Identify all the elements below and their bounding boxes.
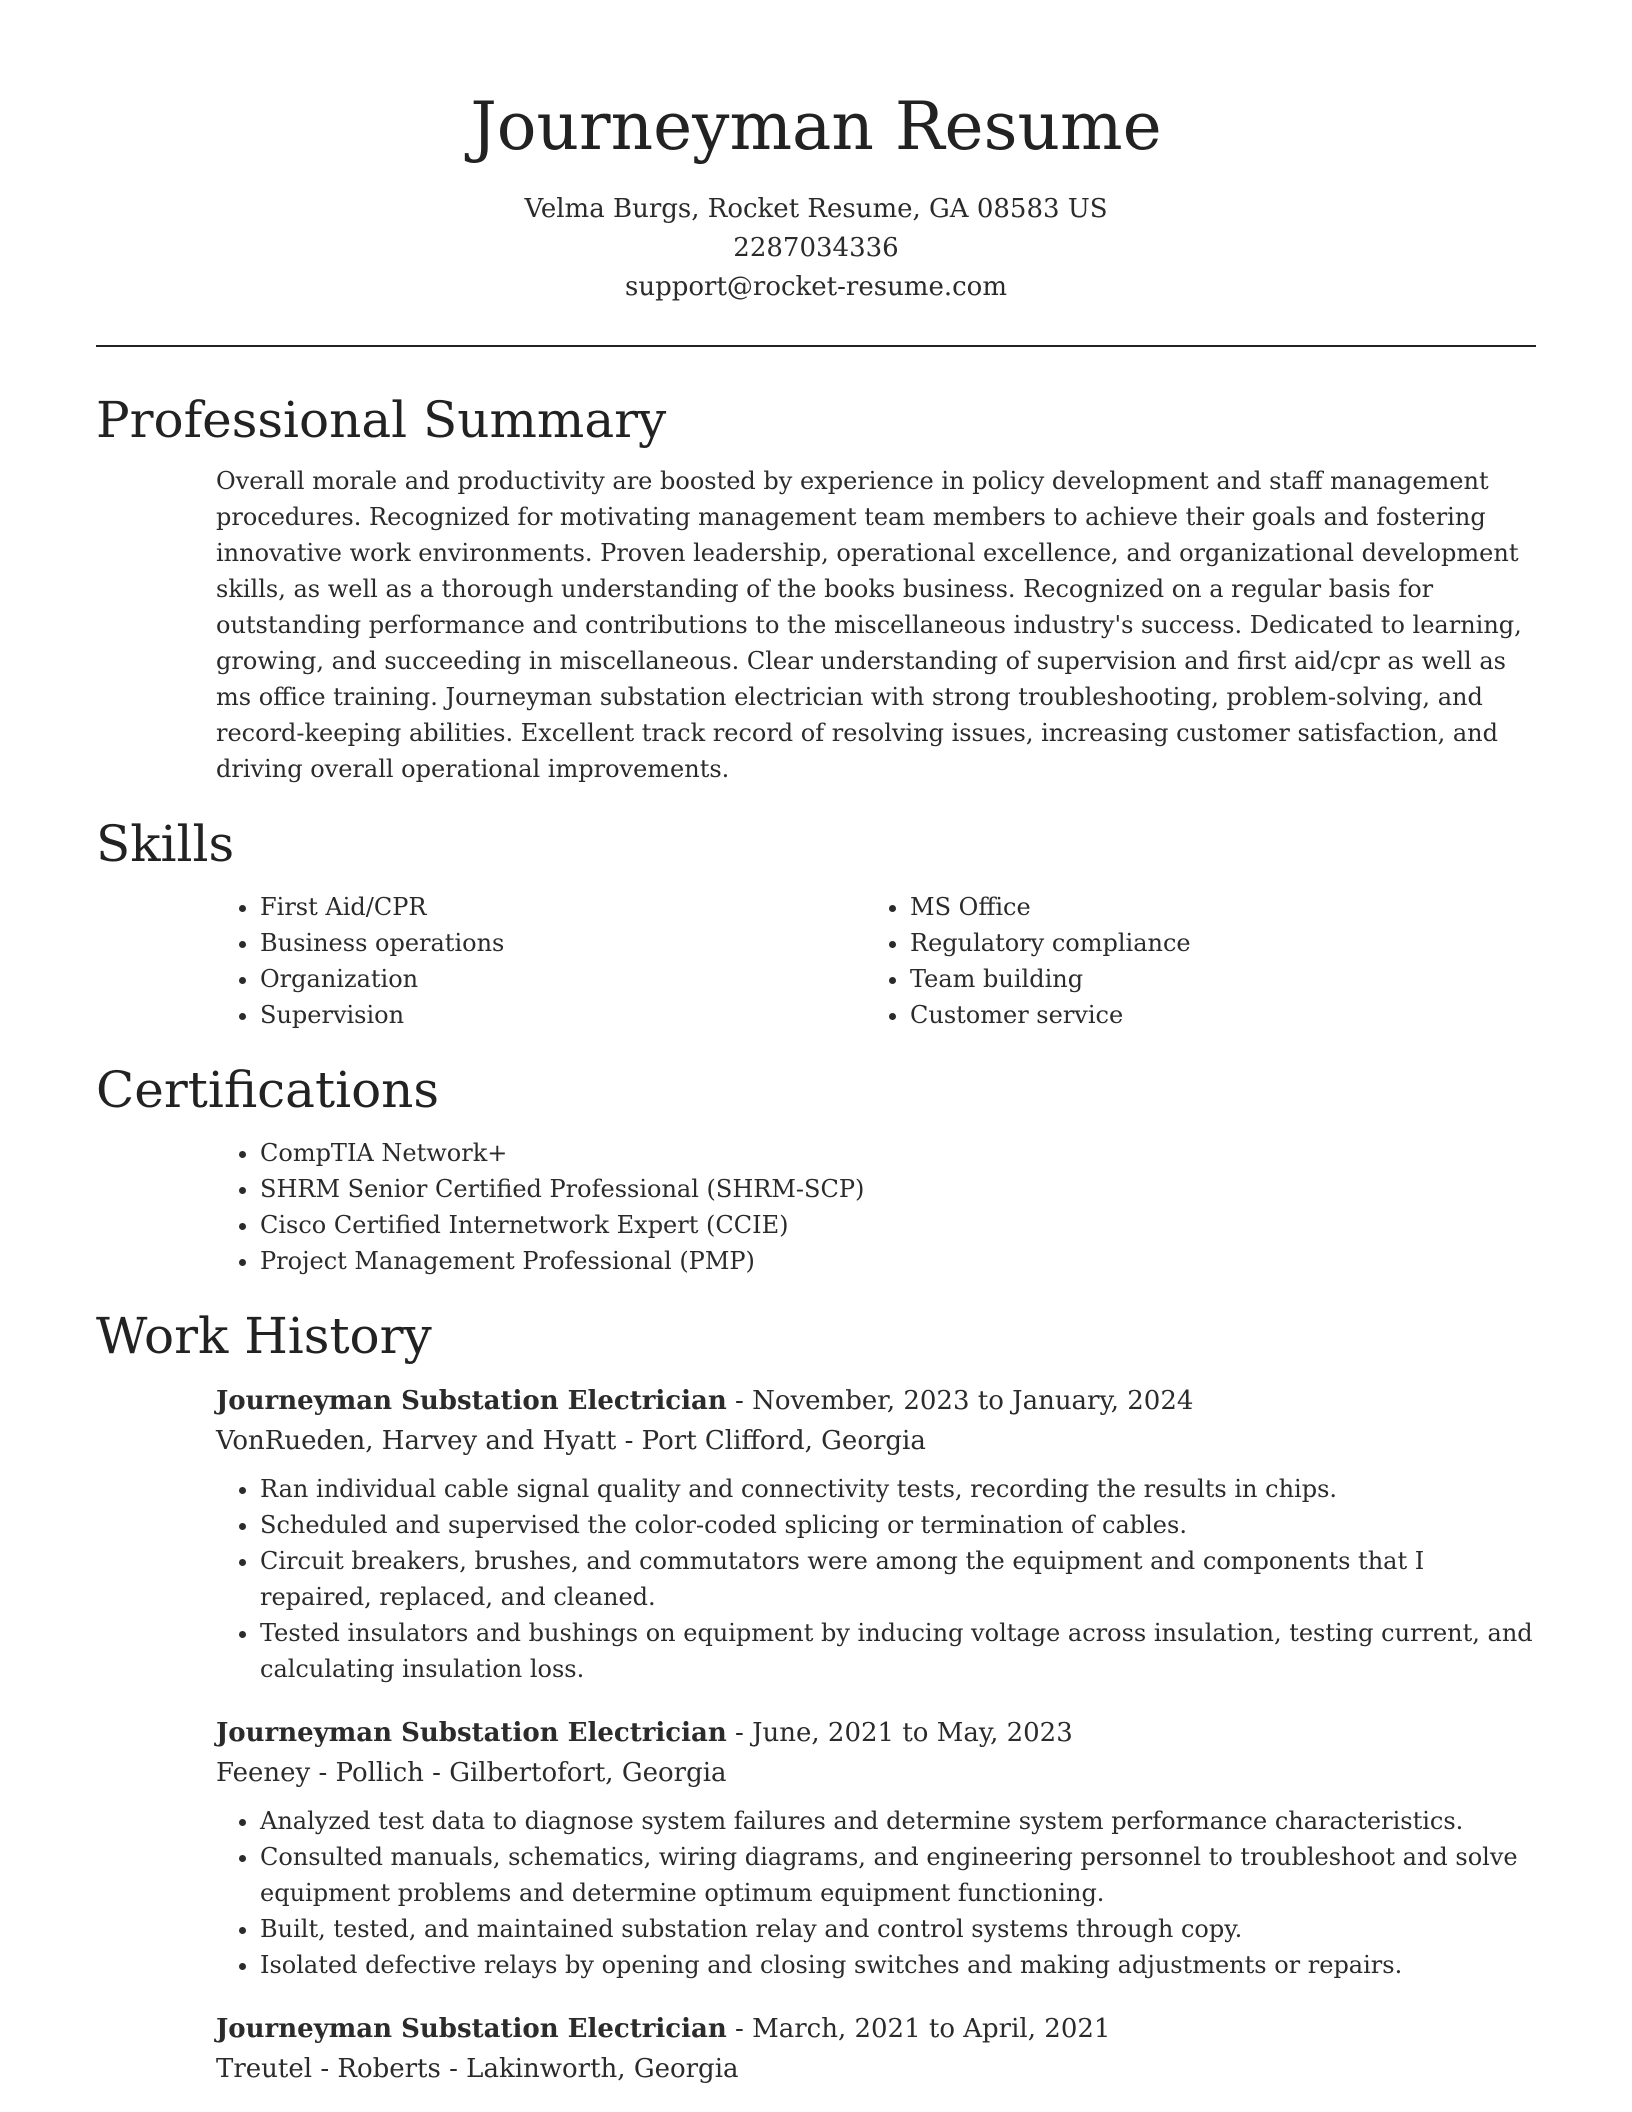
resume-title: Journeyman Resume xyxy=(470,88,1162,165)
contact-block xyxy=(96,190,1536,307)
job-title-line xyxy=(216,2009,1536,2049)
contact-address: Velma Burgs, Rocket Resume, GA 08583 US xyxy=(524,194,1108,224)
skill-item: • Team building xyxy=(910,961,1396,997)
skills-list-left xyxy=(96,889,746,1033)
job-location: - Lakinworth, Georgia xyxy=(440,2054,739,2084)
job-dates: - June, 2021 to May, 2023 xyxy=(726,1718,1073,1748)
job-bullet: • Tested insulators and bushings on equipment by inducing voltage across insulation, testing current, and calculating insulation loss. xyxy=(260,1615,1536,1687)
job-dates: - November, 2023 to January, 2024 xyxy=(726,1386,1194,1416)
job-entry xyxy=(216,1381,1536,1687)
job-company-line xyxy=(216,1421,1536,1461)
certification-item: • CompTIA Network+ xyxy=(260,1135,1536,1171)
skill-item: • First Aid/CPR xyxy=(260,889,746,925)
skill-item: • Supervision xyxy=(260,997,746,1033)
summary-text: Overall morale and productivity are boosted by experience in policy development and staff management procedures. Recognized for motivating management team members to achieve their goals and fostering innovative work environments. Proven leadership, operational excellence, and organizational development skills, as well as a thorough understanding of the books business. Recognized on a regular basis for outstanding performance and contributions to the miscellaneous industry's success. Dedicated to learning, growing, and succeeding in miscellaneous. Clear understanding of supervision and first aid/cpr as well as ms office training. Journeyman substation electrician with strong troubleshooting, problem-solving, and record-keeping abilities. Excellent track record of resolving issues, increasing customer satisfaction, and driving overall operational improvements. xyxy=(216,467,1522,783)
job-bullets xyxy=(216,1471,1536,1687)
certification-item: • SHRM Senior Certified Professional (SHRM-SCP) xyxy=(260,1171,1536,1207)
job-bullet: • Built, tested, and maintained substation relay and control systems through copy. xyxy=(260,1911,1536,1947)
job-entry xyxy=(216,1713,1536,1983)
job-bullet: • Circuit breakers, brushes, and commutators were among the equipment and components that I repaired, replaced, and cleaned. xyxy=(260,1543,1536,1615)
skill-item: • Business operations xyxy=(260,925,746,961)
contact-phone: 2287034336 xyxy=(733,233,899,263)
job-bullet: • Scheduled and supervised the color-coded splicing or termination of cables. xyxy=(260,1507,1536,1543)
job-title-line xyxy=(216,1381,1536,1421)
skill-item: • Organization xyxy=(260,961,746,997)
job-company-line xyxy=(216,1753,1536,1793)
job-role: Journeyman Substation Electrician xyxy=(216,2014,727,2044)
job-location: - Port Clifford, Georgia xyxy=(616,1426,926,1456)
job-bullets xyxy=(216,1803,1536,1983)
skill-item: • MS Office xyxy=(910,889,1396,925)
job-bullet: • Ran individual cable signal quality and connectivity tests, recording the results in chips. xyxy=(260,1471,1536,1507)
contact-email: support@rocket-resume.com xyxy=(624,272,1007,302)
job-location: - Gilbertofort, Georgia xyxy=(423,1758,727,1788)
job-entry xyxy=(216,2009,1536,2089)
summary-heading: Professional Summary xyxy=(96,391,667,449)
job-bullet: • Analyzed test data to diagnose system failures and determine system performance characteristics. xyxy=(260,1803,1536,1839)
certification-item: • Cisco Certified Internetwork Expert (CCIE) xyxy=(260,1207,1536,1243)
skills-heading: Skills xyxy=(96,815,235,873)
header-divider xyxy=(96,345,1536,347)
job-title-line xyxy=(216,1713,1536,1753)
job-company: Treutel - Roberts xyxy=(216,2054,441,2084)
skill-item: • Regulatory compliance xyxy=(910,925,1396,961)
work-history-heading: Work History xyxy=(96,1307,432,1365)
job-company-line xyxy=(216,2049,1536,2089)
skill-item: • Customer service xyxy=(910,997,1396,1033)
job-bullet: • Consulted manuals, schematics, wiring diagrams, and engineering personnel to troubleshoot and solve equipment problems and determine optimum equipment functioning. xyxy=(260,1839,1536,1911)
resume-page xyxy=(96,0,1536,2089)
job-role: Journeyman Substation Electrician xyxy=(216,1386,727,1416)
resume-header xyxy=(96,0,1536,307)
certifications-heading: Certifications xyxy=(96,1061,440,1119)
skills-grid xyxy=(96,889,1536,1033)
job-company: VonRueden, Harvey and Hyatt xyxy=(216,1426,617,1456)
job-bullet: • Isolated defective relays by opening and closing switches and making adjustments or repairs. xyxy=(260,1947,1536,1983)
job-dates: - March, 2021 to April, 2021 xyxy=(726,2014,1111,2044)
job-company: Feeney - Pollich xyxy=(216,1758,424,1788)
skills-list-right xyxy=(746,889,1396,1033)
job-role: Journeyman Substation Electrician xyxy=(216,1718,727,1748)
certification-item: • Project Management Professional (PMP) xyxy=(260,1243,1536,1279)
certifications-list xyxy=(96,1135,1536,1279)
